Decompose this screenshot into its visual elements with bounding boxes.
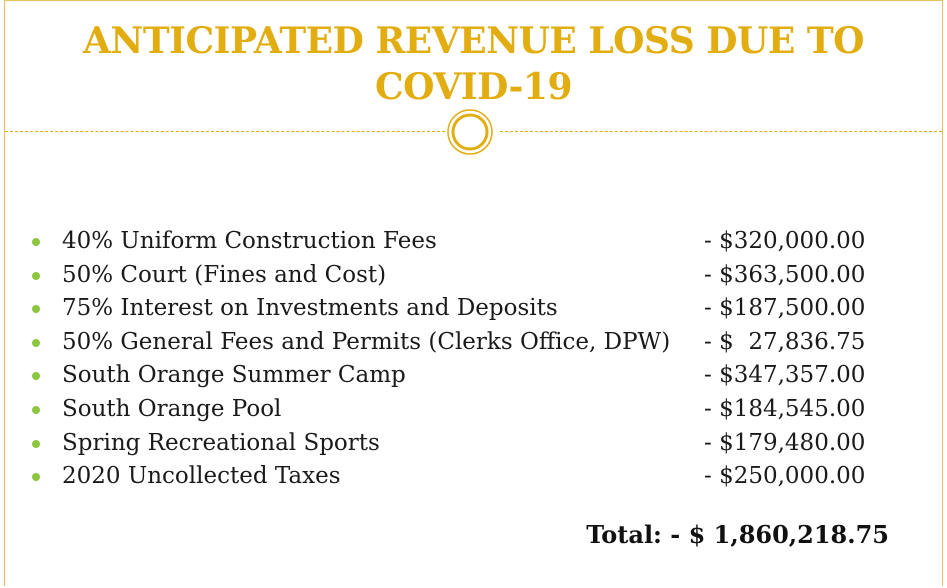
- slide-title: [0, 18, 947, 110]
- bullet-icon: [32, 272, 40, 280]
- list-item: [32, 360, 912, 394]
- item-label: 50% Court (Fines and Cost): [62, 261, 387, 288]
- item-label: 50% General Fees and Permits (Clerks Office, DPW): [62, 328, 671, 355]
- bullet-icon: [32, 238, 40, 246]
- item-label: 75% Interest on Investments and Deposits: [62, 295, 558, 322]
- title-line-1: ANTICIPATED REVENUE LOSS DUE TO: [83, 20, 864, 62]
- list-item: [32, 226, 912, 260]
- bullet-icon: [32, 372, 40, 380]
- list-item: [32, 428, 912, 462]
- circle-ornament-icon: [445, 108, 495, 158]
- item-amount: - $187,500.00: [704, 295, 866, 322]
- title-divider-right: [500, 131, 942, 132]
- list-item: [32, 260, 912, 294]
- item-amount: - $347,357.00: [704, 362, 866, 389]
- list-item: [32, 327, 912, 361]
- item-label: South Orange Pool: [62, 395, 282, 422]
- bullet-icon: [32, 339, 40, 347]
- title-divider-left: [5, 131, 445, 132]
- bullet-icon: [32, 406, 40, 414]
- total-amount: Total: - $ 1,860,218.75: [586, 520, 889, 549]
- item-amount: - $363,500.00: [704, 261, 866, 288]
- item-label: South Orange Summer Camp: [62, 362, 406, 389]
- item-amount: - $320,000.00: [704, 228, 866, 254]
- list-item: [32, 394, 912, 428]
- item-amount: - $179,480.00: [704, 429, 866, 456]
- item-amount: - $ 27,836.75: [704, 328, 866, 355]
- item-label: 40% Uniform Construction Fees: [62, 228, 437, 254]
- revenue-loss-list: [32, 226, 912, 495]
- bullet-icon: [32, 473, 40, 481]
- item-amount: - $184,545.00: [704, 395, 866, 422]
- item-amount: - $250,000.00: [704, 463, 866, 490]
- item-label: Spring Recreational Sports: [62, 429, 380, 456]
- bullet-icon: [32, 440, 40, 448]
- list-item: [32, 293, 912, 327]
- bullet-icon: [32, 305, 40, 313]
- item-label: 2020 Uncollected Taxes: [62, 463, 341, 490]
- title-line-2: COVID-19: [374, 66, 573, 108]
- list-item: [32, 461, 912, 495]
